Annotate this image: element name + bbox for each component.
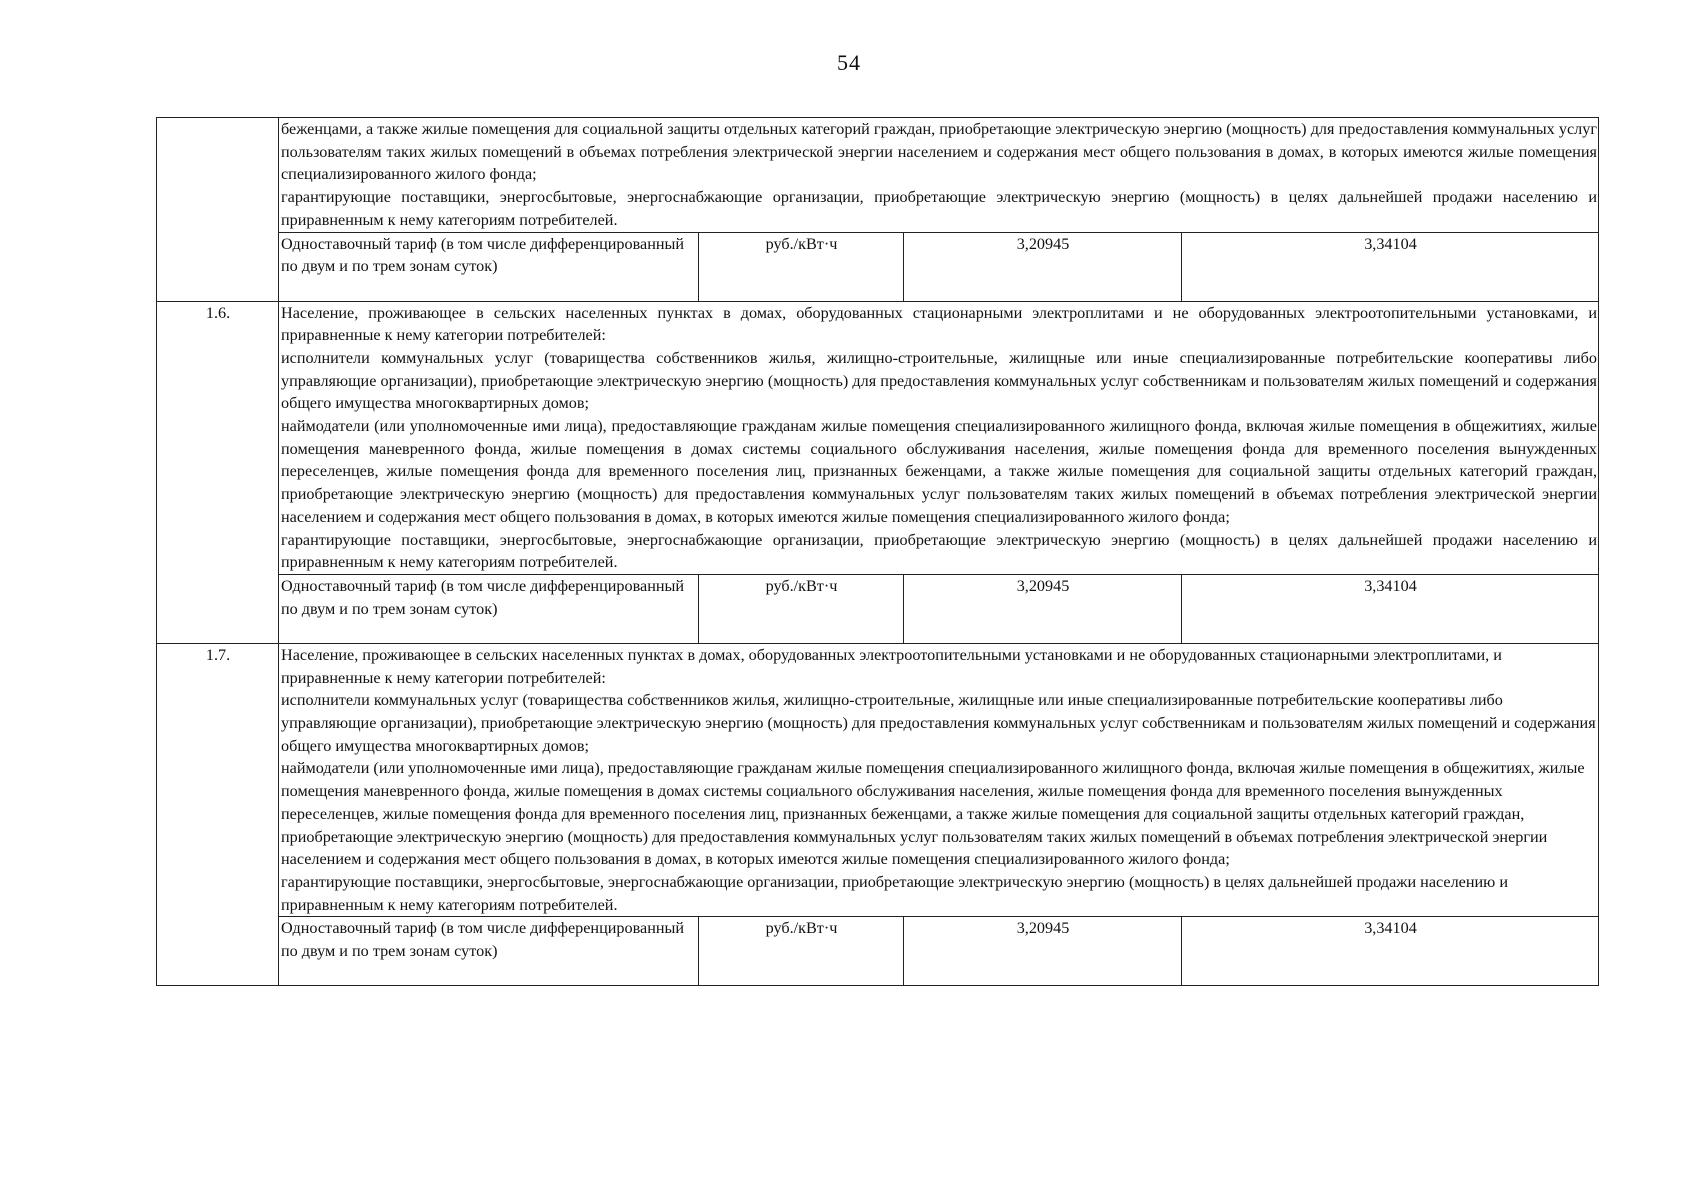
description-paragraph: Население, проживающее в сельских населенных пунктах в домах, оборудованных стационарными электроплитами и не оборудованных электроотопительными установками, и приравненные к нему категории потребителей: — [281, 303, 1597, 345]
description-paragraph: наймодатели (или уполномоченные ими лица), предоставляющие гражданам жилые помещения специализированного жилищного фонда, включая жилые помещения в общежитиях, жилые помещения маневренного фонда, жилые помещения в домах системы социального обслуживания населения, жилые помещения фонда для временного поселения вынужденных переселенцев, жилые помещения фонда для временного поселения лиц, признанных беженцами, а также жилые помещения для социальной защиты отдельных категорий граждан, приобретающие электрическую энергию (мощность) для предоставления коммунальных услуг пользователям таких жилых помещений в объемах потребления электрической энергии населением и содержания мест общего пользования в домах, в которых имеются жилые помещения специализированного жилого фонда; — [281, 759, 1585, 869]
table-row — [157, 301, 1599, 574]
row-number-cell — [157, 118, 279, 302]
tariff-unit: руб./кВт·ч — [699, 232, 904, 301]
table-row — [157, 118, 1599, 233]
tariff-name: Одноставочный тариф (в том числе дифференцированный по двум и по трем зонам суток) — [279, 232, 699, 301]
tariff-value-second-half: 3,34104 — [1182, 917, 1599, 986]
table-row — [157, 232, 1599, 301]
row-number-cell: 1.7. — [157, 643, 279, 985]
table-row — [157, 574, 1599, 643]
consumer-description — [279, 118, 1599, 233]
description-paragraph: наймодатели (или уполномоченные ими лица), предоставляющие гражданам жилые помещения специализированного жилищного фонда, включая жилые помещения в общежитиях, жилые помещения маневренного фонда, жилые помещения в домах системы социального обслуживания населения, жилые помещения фонда для временного поселения вынужденных переселенцев, жилые помещения фонда для временного поселения лиц, признанных беженцами, а также жилые помещения для социальной защиты отдельных категорий граждан, приобретающие электрическую энергию (мощность) для предоставления коммунальных услуг пользователям таких жилых помещений в объемах потребления электрической энергии населением и содержания мест общего пользования в домах, в которых имеются жилые помещения специализированного жилого фонда; — [281, 417, 1597, 526]
table-row — [157, 643, 1599, 916]
tariff-name: Одноставочный тариф (в том числе дифференцированный по двум и по трем зонам суток) — [279, 917, 699, 986]
tariff-value-second-half: 3,34104 — [1182, 574, 1599, 643]
description-paragraph: гарантирующие поставщики, энергосбытовые, энергоснабжающие организации, приобретающие электрическую энергию (мощность) в целях дальнейшей продажи населению и приравненным к нему категориям потребителей. — [281, 188, 1597, 229]
tariff-table — [156, 117, 1599, 986]
tariff-value-first-half: 3,20945 — [904, 574, 1182, 643]
description-paragraph: исполнители коммунальных услуг (товарищества собственников жилья, жилищно-строительные, жилищные или иные специализированные потребительские кооперативы либо управляющие организации), приобретающие электрическую энергию (мощность) для предоставления коммунальных услуг собственникам и пользователям жилых помещений и содержания общего имущества многоквартирных домов; — [281, 691, 1596, 755]
consumer-description — [279, 301, 1599, 574]
tariff-unit: руб./кВт·ч — [699, 917, 904, 986]
description-paragraph: Население, проживающее в сельских населенных пунктах в домах, оборудованных электроотопительными установками и не оборудованных стационарными электроплитами, и приравненные к нему категории потребителей: — [281, 645, 1502, 687]
tariff-unit: руб./кВт·ч — [699, 574, 904, 643]
description-paragraph: беженцами, а также жилые помещения для социальной защиты отдельных категорий граждан, приобретающие электрическую энергию (мощность) для предоставления коммунальных услуг пользователям таких жилых помещений в объемах потребления электрической энергии населением и содержания мест общего пользования в домах, в которых имеются жилые помещения специализированного жилого фонда; — [281, 120, 1597, 184]
tariff-name: Одноставочный тариф (в том числе дифференцированный по двум и по трем зонам суток) — [279, 574, 699, 643]
table-row — [157, 917, 1599, 986]
description-paragraph: исполнители коммунальных услуг (товарищества собственников жилья, жилищно-строительные, жилищные или иные специализированные потребительские кооперативы либо управляющие организации), приобретающие электрическую энергию (мощность) для предоставления коммунальных услуг собственникам и пользователям жилых помещений и содержания общего имущества многоквартирных домов; — [281, 348, 1597, 413]
consumer-description — [279, 643, 1599, 916]
row-number-cell: 1.6. — [157, 301, 279, 643]
tariff-value-first-half: 3,20945 — [904, 917, 1182, 986]
page-number: 54 — [837, 50, 861, 75]
description-paragraph: гарантирующие поставщики, энергосбытовые, энергоснабжающие организации, приобретающие электрическую энергию (мощность) в целях дальнейшей продажи населению и приравненным к нему категориям потребителей. — [281, 872, 1508, 914]
description-paragraph: гарантирующие поставщики, энергосбытовые, энергоснабжающие организации, приобретающие электрическую энергию (мощность) в целях дальнейшей продажи населению и приравненным к нему категориям потребителей. — [281, 530, 1597, 572]
tariff-value-first-half: 3,20945 — [904, 232, 1182, 301]
tariff-value-second-half: 3,34104 — [1182, 232, 1599, 301]
